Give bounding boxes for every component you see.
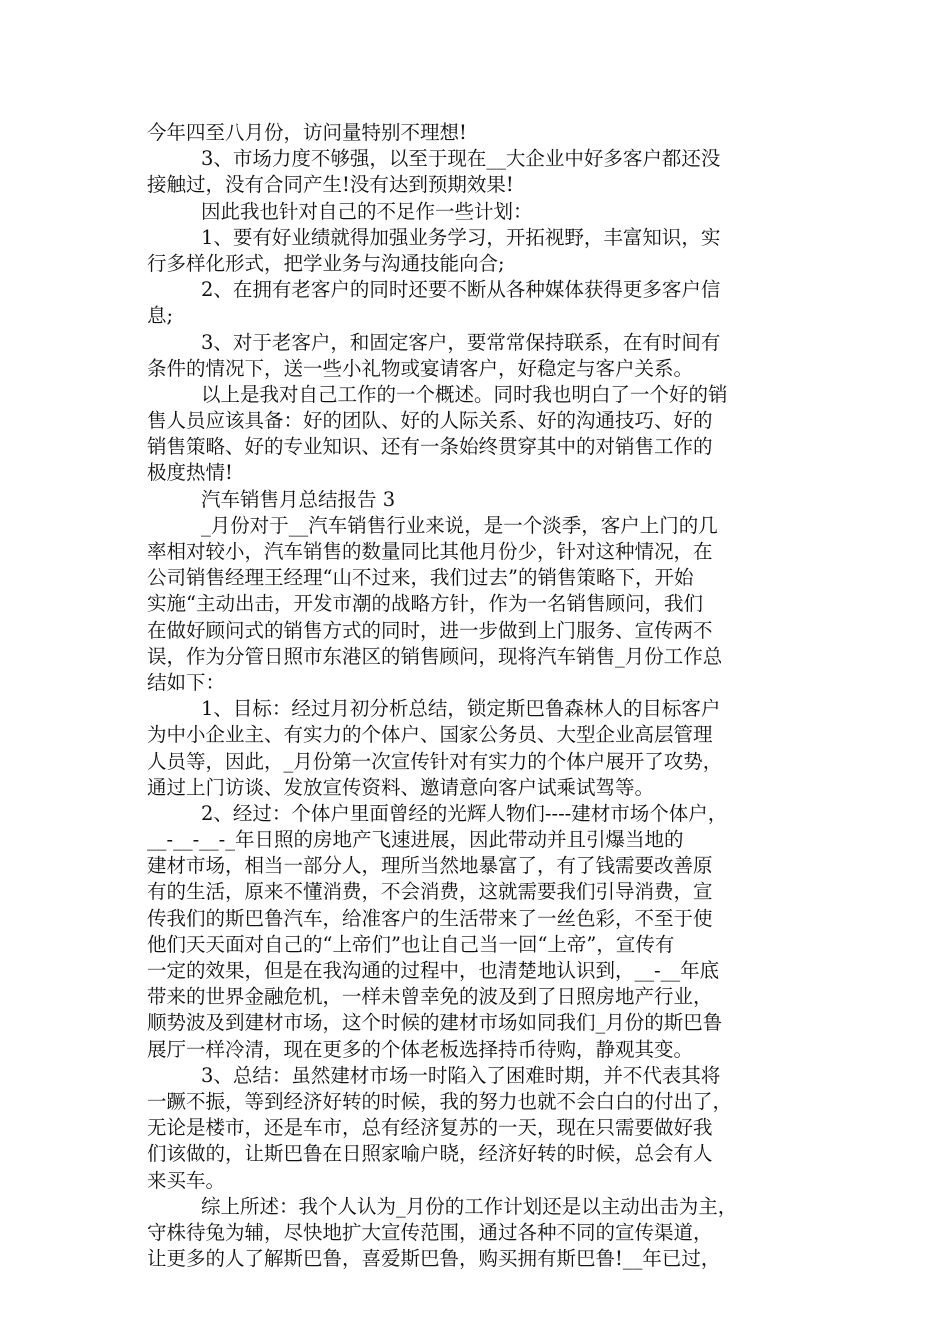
text-line: 极度热情! [147, 461, 233, 485]
text-line: 1、要有好业绩就得加强业务学习，开拓视野，丰富知识，实 [201, 225, 721, 249]
text-line: 条件的情况下，送一些小礼物或宴请客户，好稳定与客户关系。 [147, 356, 694, 380]
text-line: 率相对较小，汽车销售的数量同比其他月份少，针对这种情况，在 [147, 540, 713, 563]
text-line: 接触过，没有合同产生!没有达到预期效果! [147, 173, 514, 197]
text-line: 他们天天面对自己的“上帝们”也让自己当一回“上帝”，宣传有 [147, 932, 675, 956]
text-line: 误，作为分管日照市东港区的销售顾问，现将汽车销售_月份工作总 [147, 644, 723, 668]
text-line: 行多样化形式，把学业务与沟通技能向合; [147, 251, 505, 275]
text-line: 以上是我对自己工作的一个概述。同时我也明白了一个好的销 [201, 382, 728, 406]
text-line: 公司销售经理王经理“山不过来，我们过去”的销售策略下，开始 [147, 566, 694, 590]
text-line: 带来的世界金融危机，一样未曾幸免的波及到了日照房地产行业， [147, 985, 713, 1009]
text-line: 销售策略、好的专业知识、还有一条始终贯穿其中的对销售工作的 [147, 435, 713, 459]
text-line: 守株待兔为辅，尽快地扩大宣传范围，通过各种不同的宣传渠道， [147, 1220, 713, 1244]
text-line: 息; [147, 304, 174, 328]
text-line: 汽车销售月总结报告 3 [201, 487, 396, 511]
text-line: 实施“主动出击，开发市潮的战略方针，作为一名销售顾问，我们 [147, 592, 703, 616]
text-line: 结如下： [147, 670, 226, 694]
text-line: 综上所述：我个人认为_月份的工作计划还是以主动出击为主， [201, 1194, 738, 1218]
text-line: 售人员应该具备：好的团队、好的人际关系、好的沟通技巧、好的 [147, 409, 713, 433]
text-line: 因此我也针对自己的不足作一些计划： [201, 199, 533, 223]
text-line: 们该做的，让斯巴鲁在日照家喻户晓，经济好转的时候，总会有人 [147, 1142, 713, 1166]
text-line: 今年四至八月份，访问量特别不理想! [147, 121, 467, 144]
text-line: 有的生活，原来不懂消费，不会消费，这就需要我们引导消费，宣 [147, 880, 713, 904]
document-body [147, 120, 809, 1272]
text-line: _月份对于__汽车销售行业来说，是一个淡季，客户上门的几 [201, 513, 718, 537]
text-line: 建材市场，相当一部分人，理所当然地暴富了，有了钱需要改善原 [147, 854, 713, 878]
text-line: 3、总结：虽然建材市场一时陷入了困难时期，并不代表其将 [201, 1063, 721, 1087]
text-line: 传我们的斯巴鲁汽车，给准客户的生活带来了一丝色彩，不至于使 [147, 906, 713, 930]
text-line: 一定的效果，但是在我沟通的过程中，也清楚地认识到，__-__年底 [147, 959, 720, 982]
text-line: 3、对于老客户，和固定客户，要常常保持联系，在有时间有 [201, 330, 721, 354]
text-line: 2、经过：个体户里面曾经的光辉人物们----建材市场个体户， [201, 801, 728, 825]
text-line: 2、在拥有老客户的同时还要不断从各种媒体获得更多客户信 [201, 278, 721, 302]
text-line: 顺势波及到建材市场，这个时候的建材市场如同我们_月份的斯巴鲁 [147, 1011, 723, 1035]
text-line: 3、市场力度不够强，以至于现在__大企业中好多客户都还没 [201, 147, 721, 171]
text-line: 1、目标：经过月初分析总结，锁定斯巴鲁森林人的目标客户 [201, 697, 721, 721]
text-line: __-__-__-_年日照的房地产飞速进展，因此带动并且引爆当地的 [147, 828, 684, 852]
text-line: 展厅一样冷清，现在更多的个体老板选择持币待购，静观其变。 [147, 1037, 694, 1061]
text-line: 通过上门访谈、发放宣传资料、邀请意向客户试乘试驾等。 [147, 775, 655, 799]
text-line: 无论是楼市，还是车市，总有经济复苏的一天，现在只需要做好我 [147, 1116, 713, 1140]
text-line: 在做好顾问式的销售方式的同时，进一步做到上门服务、宣传两不 [147, 618, 713, 642]
text-line: 为中小企业主、有实力的个体户、国家公务员、大型企业高层管理 [147, 723, 713, 747]
text-line: 让更多的人了解斯巴鲁，喜爱斯巴鲁，购买拥有斯巴鲁!__年已过， [147, 1247, 721, 1271]
text-line: 一蹶不振，等到经济好转的时候，我的努力也就不会白白的付出了， [147, 1089, 733, 1113]
text-line: 来买车。 [147, 1168, 226, 1192]
text-line: 人员等，因此，_月份第一次宣传针对有实力的个体户展开了攻势， [147, 749, 723, 773]
